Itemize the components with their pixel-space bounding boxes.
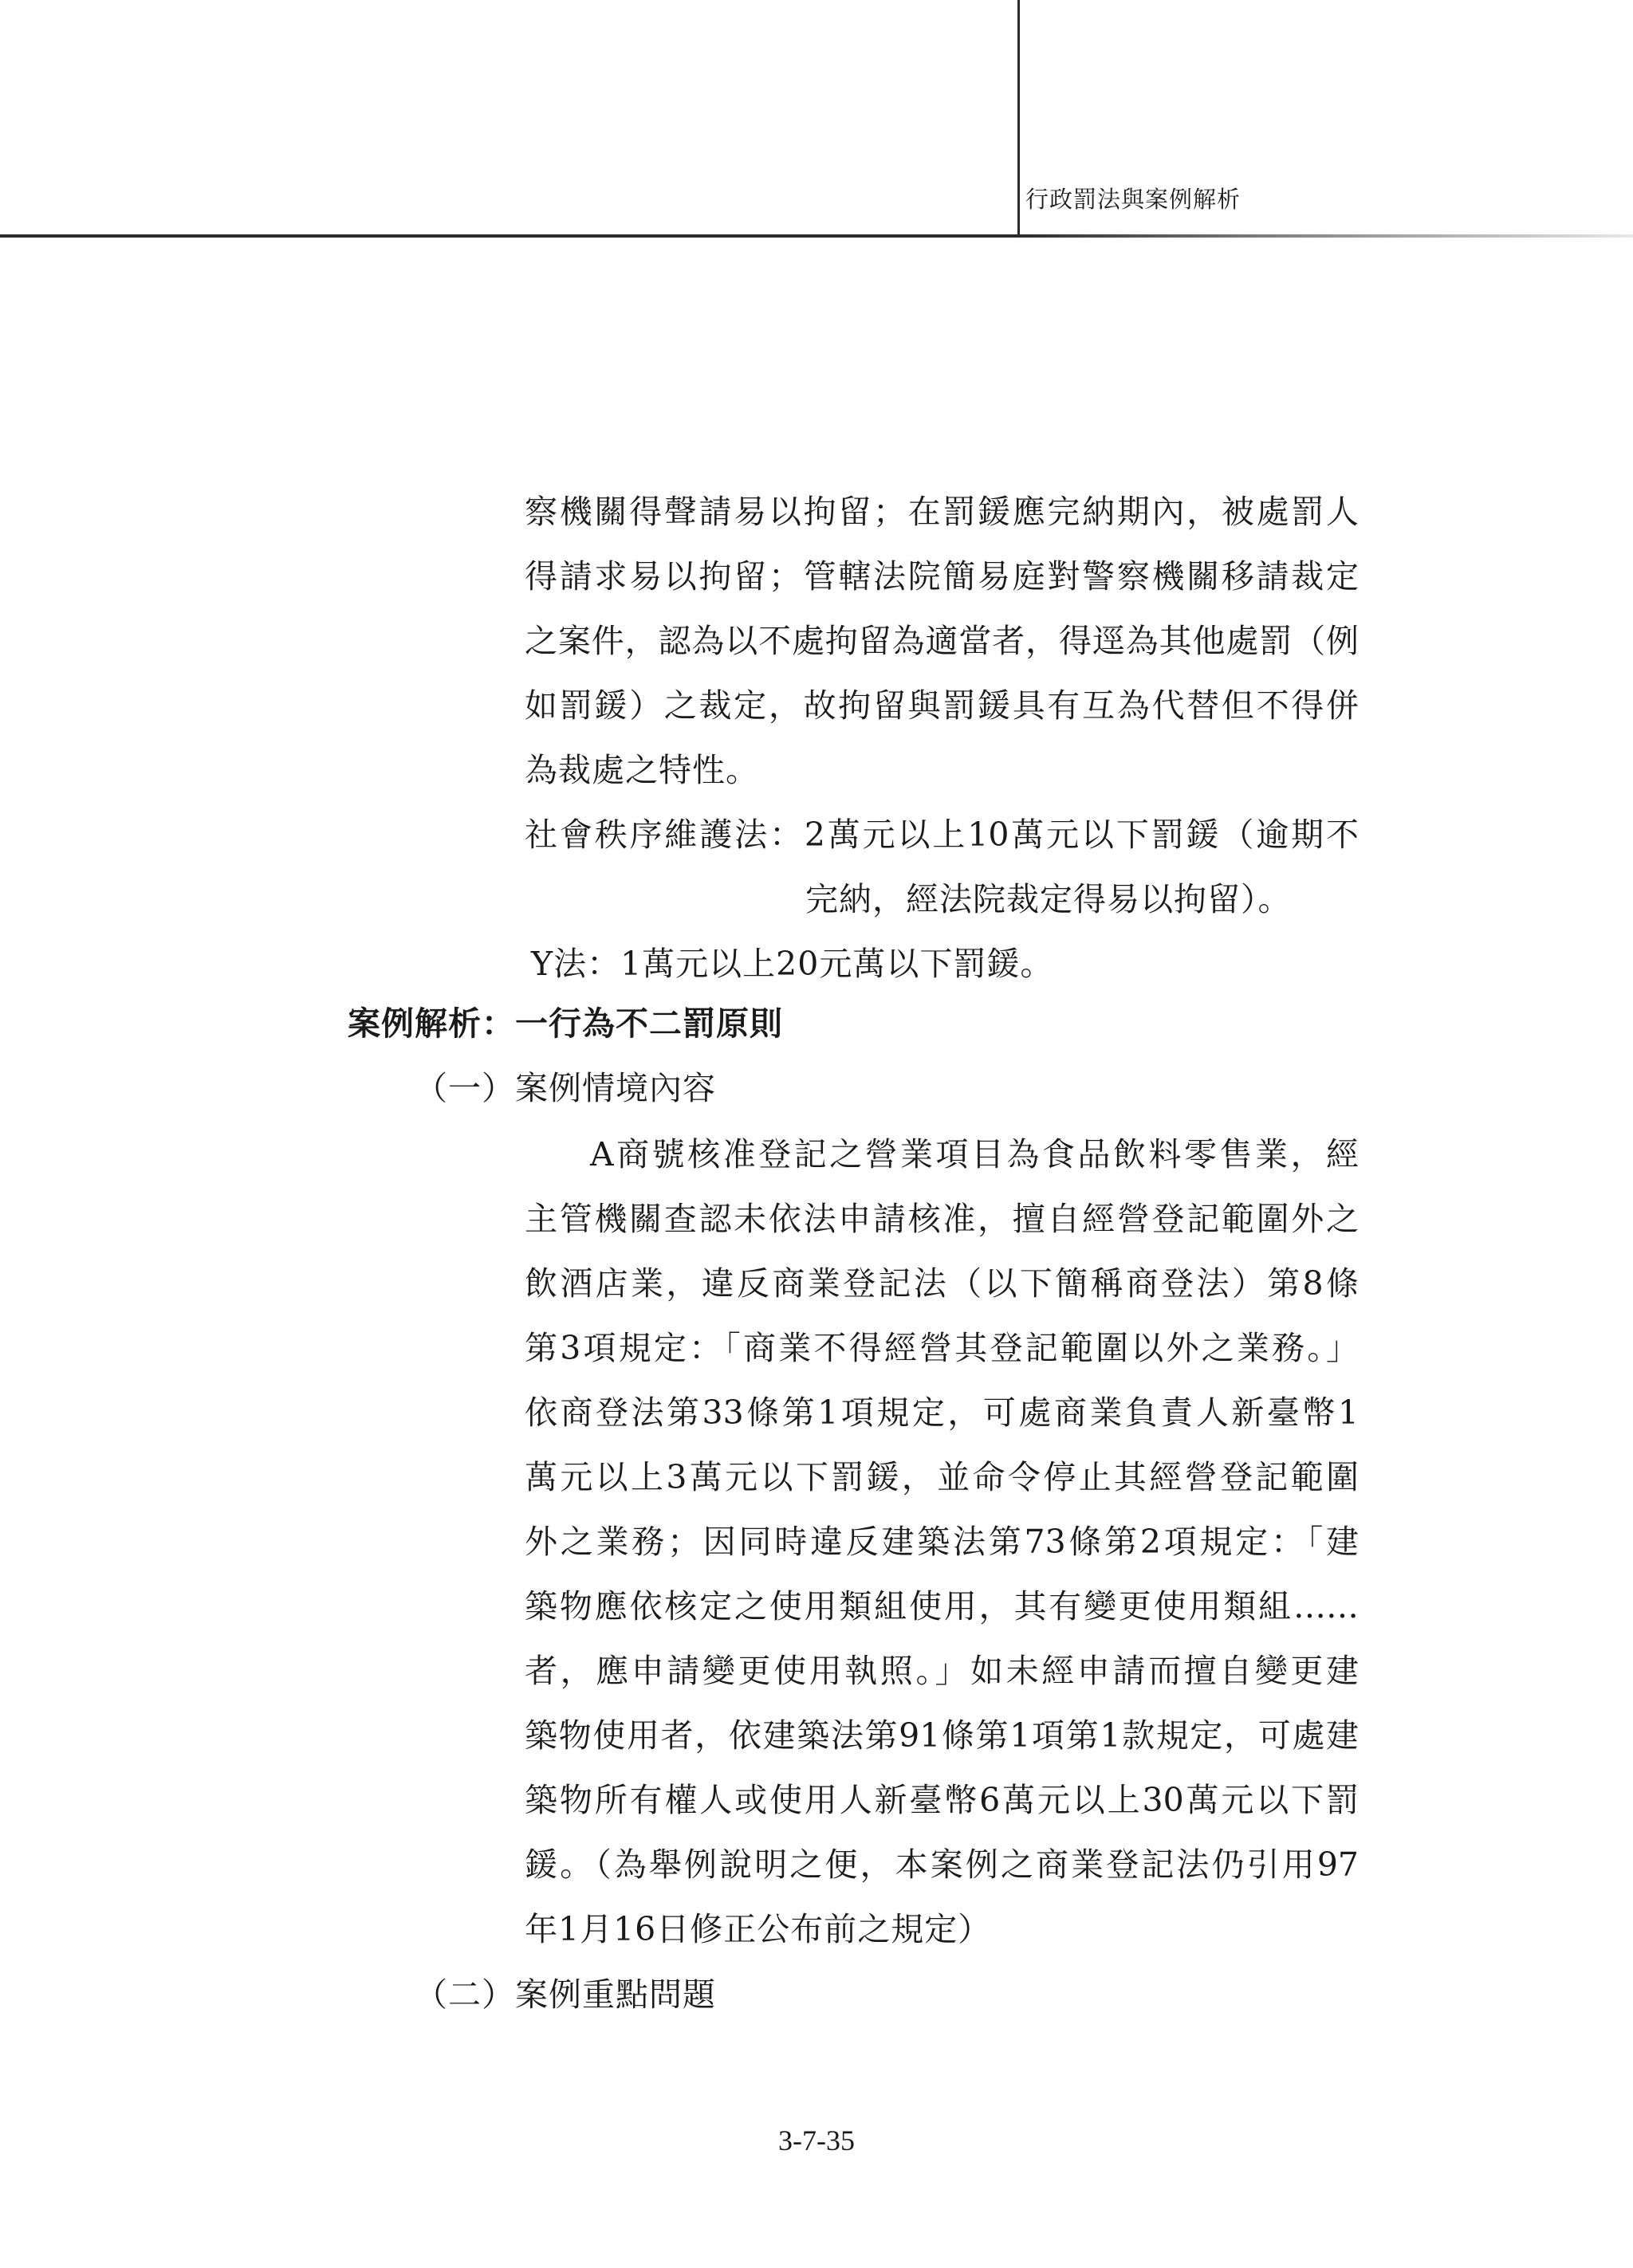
case-paragraph-line: 者，應申請變更使用執照。」如未經申請而擅自變更建 — [525, 1652, 1359, 1690]
case-paragraph-line: 築物所有權人或使用人新臺幣6萬元以上30萬元以下罰 — [525, 1781, 1359, 1819]
intro-line: 得請求易以拘留；管轄法院簡易庭對警察機關移請裁定 — [525, 557, 1359, 595]
intro-line: 之案件，認為以不處拘留為適當者，得逕為其他處罰（例 — [525, 622, 1359, 660]
case-paragraph-line: 第3項規定：「商業不得經營其登記範圍以外之業務。」 — [525, 1329, 1359, 1367]
intro-line: 如罰鍰）之裁定，故拘留與罰鍰具有互為代替但不得併 — [525, 686, 1359, 725]
section-2-title: （二）案例重點問題 — [415, 1975, 716, 2014]
intro-line: 察機關得聲請易以拘留；在罰鍰應完納期內，被處罰人 — [525, 493, 1359, 531]
case-paragraph-line: 飲酒店業，違反商業登記法（以下簡稱商登法）第8條 — [525, 1264, 1359, 1303]
case-paragraph-line: 年1月16日修正公布前之規定） — [525, 1910, 992, 1948]
case-paragraph-line: 主管機關查認未依法申請核准，擅自經營登記範圍外之 — [525, 1200, 1359, 1238]
header-divider-vertical — [1017, 0, 1020, 236]
header-rule — [0, 234, 1633, 238]
case-paragraph-line: 築物使用者，依建築法第91條第1項第1款規定，可處建 — [525, 1716, 1359, 1755]
running-header-title: 行政罰法與案例解析 — [1025, 186, 1241, 213]
case-paragraph-line: 外之業務；因同時違反建築法第73條第2項規定：「建 — [525, 1523, 1359, 1561]
section-1-title: （一）案例情境內容 — [415, 1069, 716, 1107]
penalty-social-order-continued: 完納，經法院裁定得易以拘留）。 — [805, 880, 1292, 918]
page-number: 3-7-35 — [778, 2125, 855, 2156]
case-paragraph-line: A商號核准登記之營業項目為食品飲料零售業，經 — [590, 1135, 1359, 1173]
case-paragraph-line: 萬元以上3萬元以下罰鍰，並命令停止其經營登記範圍 — [525, 1458, 1359, 1496]
case-paragraph-line: 築物應依核定之使用類組使用，其有變更使用類組…… — [525, 1587, 1359, 1625]
case-analysis-heading: 案例解析：一行為不二罰原則 — [348, 1004, 783, 1043]
penalty-y-law: Y法：1萬元以上20元萬以下罰鍰。 — [531, 945, 1054, 983]
penalty-social-order: 社會秩序維護法：2萬元以上10萬元以下罰鍰（逾期不 — [525, 816, 1359, 854]
intro-line: 為裁處之特性。 — [525, 751, 759, 789]
case-paragraph-line: 鍰。（為舉例說明之便，本案例之商業登記法仍引用97 — [525, 1845, 1359, 1884]
case-paragraph-line: 依商登法第33條第1項規定，可處商業負責人新臺幣1 — [525, 1393, 1359, 1432]
